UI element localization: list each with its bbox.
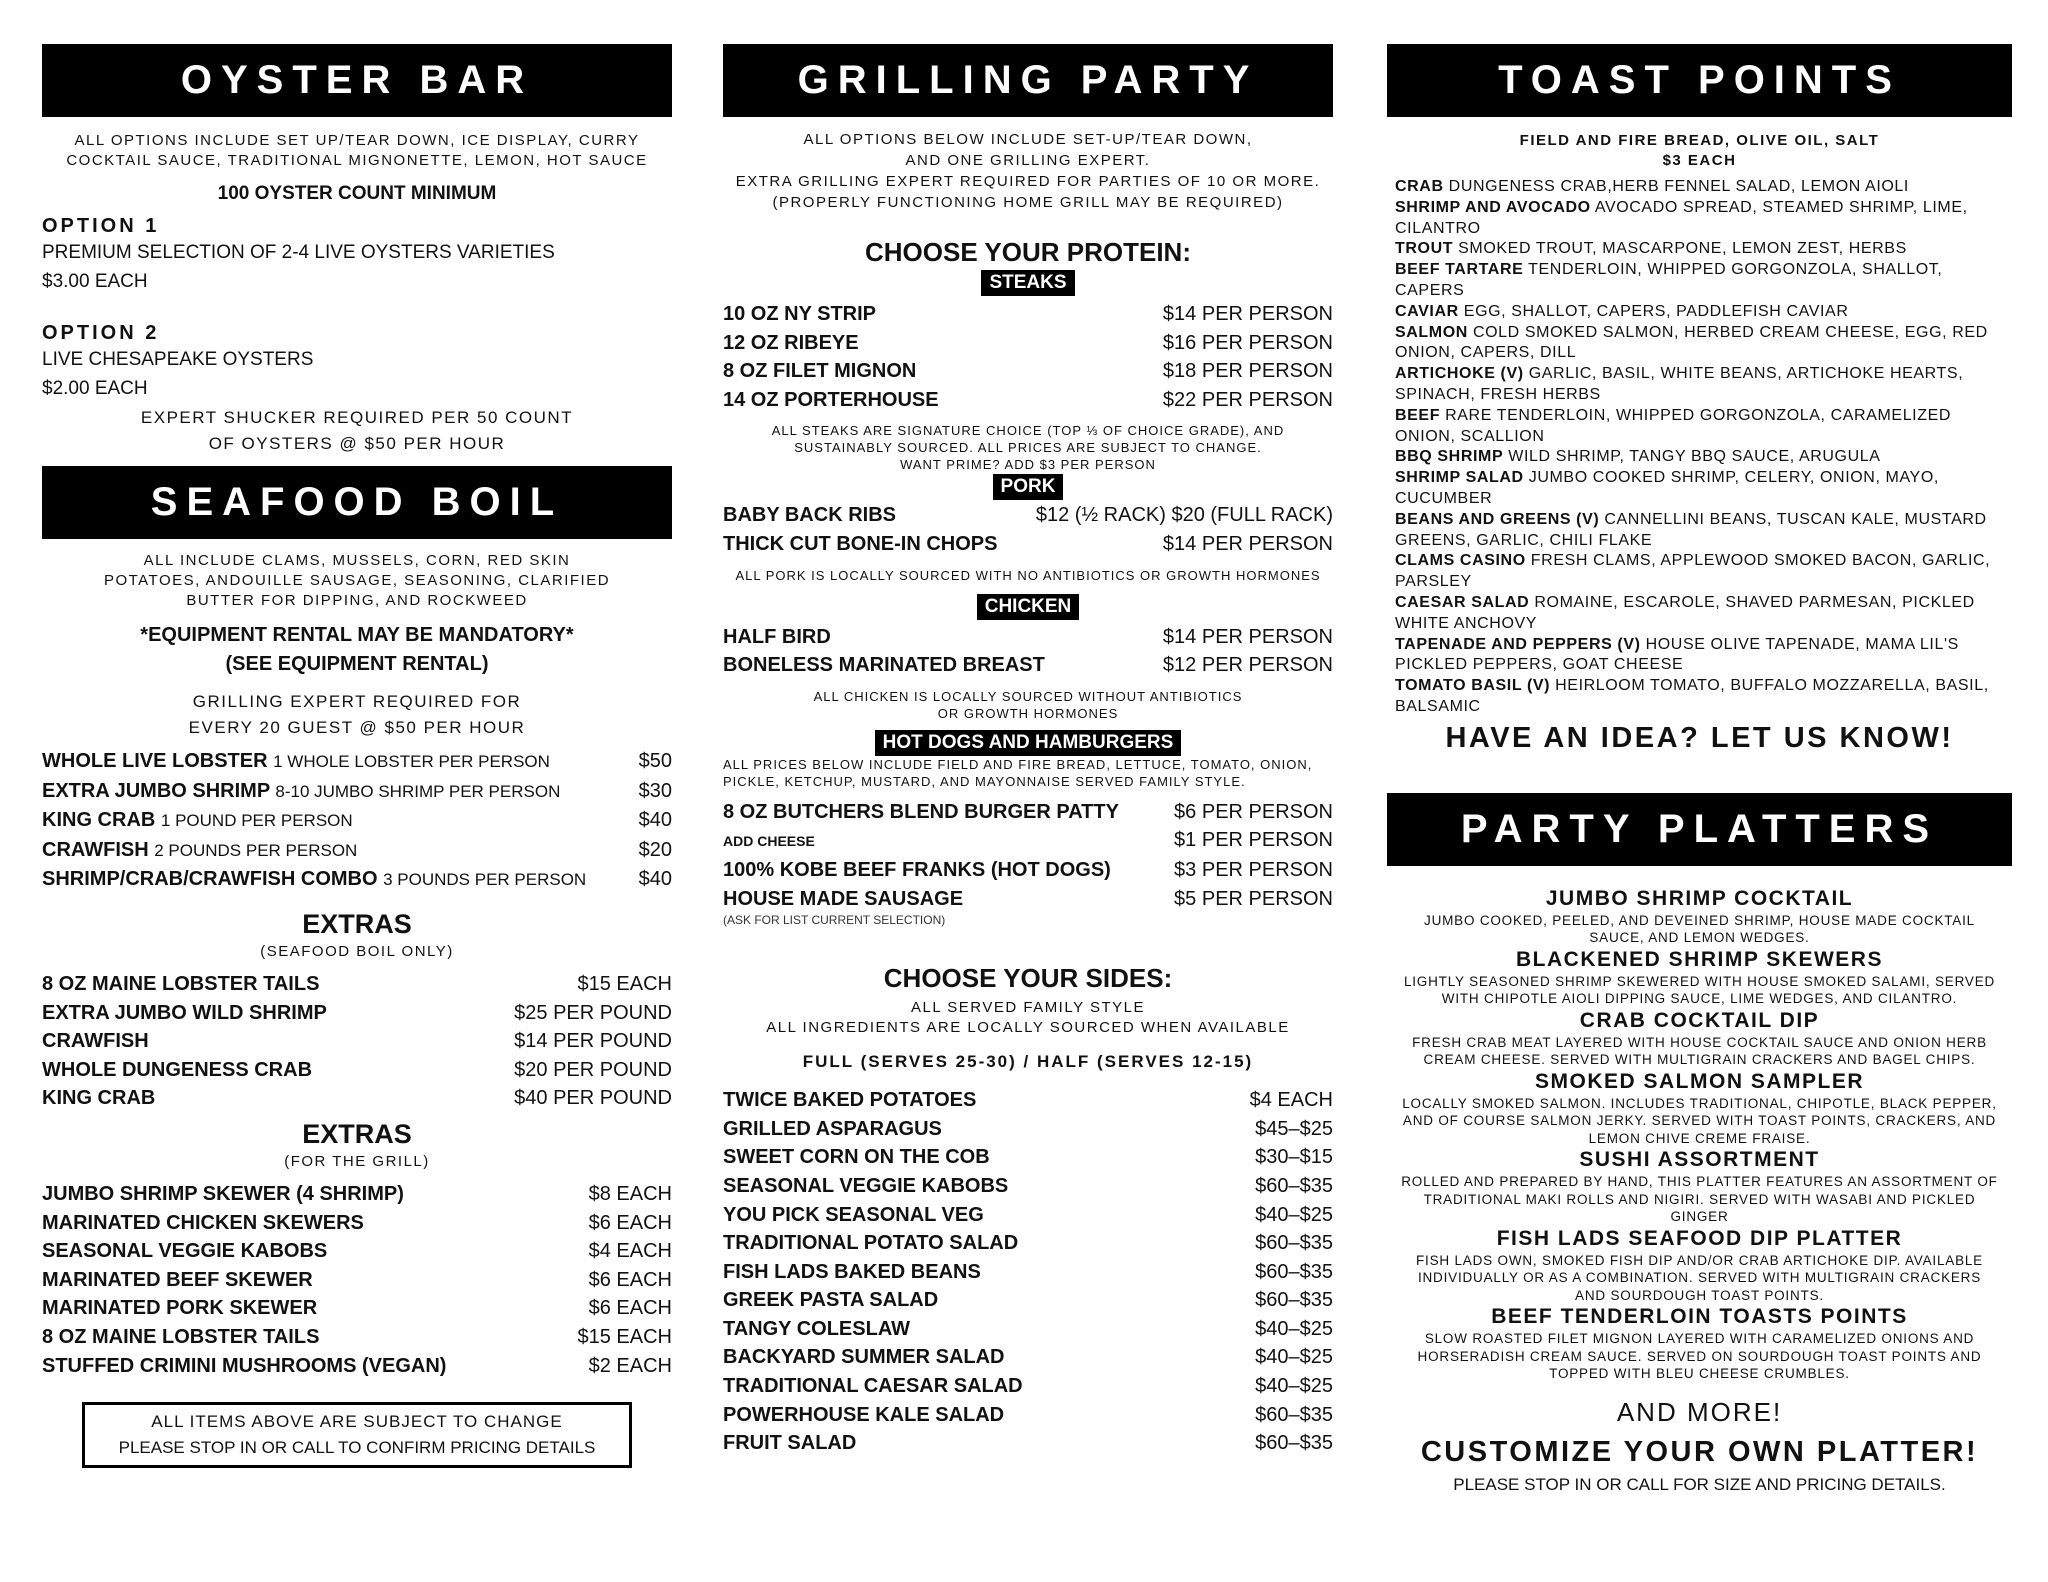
side-item: BACKYARD SUMMER SALAD $40–$25 [723,1346,1333,1369]
extra-item: SEASONAL VEGGIE KABOBS $4 EACH [42,1240,672,1263]
sides-list [723,1086,1333,1458]
pork-item: THICK CUT BONE-IN CHOPS $14 PER PERSON [723,532,1333,555]
hotdog-item: 100% KOBE BEEF FRANKS (HOT DOGS) $3 PER PERSON [723,858,1333,881]
extras-grill-sub: (FOR THE GRILL) [284,1152,430,1170]
toast-item: SHRIMP SALAD JUMBO COOKED SHRIMP, CELERY, ONION, MAYO, CUCUMBER [1395,469,1939,507]
extras-grill-list [42,1180,672,1380]
chicken-list [723,623,1333,680]
option2-price: $2.00 EACH [42,378,148,399]
boil-items [42,747,672,895]
side-item: FRUIT SALAD $60–$35 [723,1432,1333,1455]
option2-title: OPTION 2 [42,322,160,344]
extra-item: STUFFED CRIMINI MUSHROOMS (VEGAN) $2 EACH [42,1354,672,1377]
grilling-intro: ALL OPTIONS BELOW INCLUDE SET-UP/TEAR DOWN, AND ONE GRILLING EXPERT. EXTRA GRILLING EXPERT REQUIRED FOR PARTIES OF 10 OR MORE. (PROPERLY FUNCTIONING HOME GRILL MAY BE REQUIRED) [735,131,1321,211]
idea-cta: HAVE AN IDEA? LET US KNOW! [1445,721,1954,754]
sides-heading: CHOOSE YOUR SIDES: [883,963,1173,994]
steak-item: 8 OZ FILET MIGNON $18 PER PERSON [723,360,1333,383]
platter-item: BLACKENED SHRIMP SKEWERS LIGHTLY SEASONED SHRIMP SKEWERED WITH HOUSE SMOKED SALAMI, SERVED WITH CHIPOTLE AIOLI DIPPING SAUCE, LIME WEDGES, AND CILANTRO. [1403,947,1996,1007]
pork-label: PORK [993,474,1064,500]
chicken-note: ALL CHICKEN IS LOCALLY SOURCED WITHOUT ANTIBIOTICS OR GROWTH HORMONES [813,688,1243,721]
toast-item: TAPENADE AND PEPPERS (V) HOUSE OLIVE TAPENADE, MAMA LIL'S PICKLED PEPPERS, GOAT CHEESE [1395,635,1959,674]
extras-grill-title: EXTRAS [302,1118,412,1149]
steak-item: 10 OZ NY STRIP $14 PER PERSON [723,303,1333,325]
hotdogs-label: HOT DOGS AND HAMBURGERS [875,730,1182,756]
extras-boil-list [42,970,672,1113]
party-platters-header: PARTY PLATTERS [1387,793,2012,866]
extra-item: MARINATED PORK SKEWER $6 EACH [42,1297,672,1320]
extra-item: MARINATED CHICKEN SKEWERS $6 EACH [42,1211,672,1234]
steak-item: 14 OZ PORTERHOUSE $22 PER PERSON [723,388,1333,411]
expert-note: GRILLING EXPERT REQUIRED FOR EVERY 20 GUEST @ $50 PER HOUR [188,692,526,737]
toast-item: CLAMS CASINO FRESH CLAMS, APPLEWOOD SMOKED BACON, GARLIC, PARSLEY [1395,552,1991,591]
equipment-note: *EQUIPMENT RENTAL MAY BE MANDATORY* (SEE EQUIPMENT RENTAL) [140,624,574,675]
option1-title: OPTION 1 [42,215,160,237]
toast-item: CRAB DUNGENESS CRAB,HERB FENNEL SALAD, LEMON AIOLI [1395,178,1909,195]
platter-item: CRAB COCKTAIL DIP FRESH CRAB MEAT LAYERED WITH HOUSE COCKTAIL SAUCE AND ONION HERB CREAM CHEESE. SERVED WITH MULTIGRAIN CRACKERS AND BAGEL CHIPS. [1412,1008,1987,1068]
hotdogs-note: ALL PRICES BELOW INCLUDE FIELD AND FIRE BREAD, LETTUCE, TOMATO, ONION, PICKLE, KETCHUP, MUSTARD, AND MAYONNAISE SERVED FAMILY STYLE. [723,756,1313,789]
sides-sizes: FULL (SERVES 25-30) / HALF (SERVES 12-15) [802,1052,1254,1072]
oyster-minimum: 100 OYSTER COUNT MINIMUM [217,183,497,204]
hotdog-item: ADD CHEESE $1 PER PERSON [723,829,1333,852]
toast-item: TROUT SMOKED TROUT, MASCARPONE, LEMON ZEST, HERBS [1395,240,1907,258]
oyster-intro: ALL OPTIONS INCLUDE SET UP/TEAR DOWN, ICE DISPLAY, CURRY COCKTAIL SAUCE, TRADITIONAL MIGNONETTE, LEMON, HOT SAUCE [66,132,648,169]
toast-list [1387,177,2012,718]
steaks-label: STEAKS [981,270,1074,296]
option1-desc: PREMIUM SELECTION OF 2-4 LIVE OYSTERS VARIETIES [42,242,555,263]
toast-item: TOMATO BASIL (V) HEIRLOOM TOMATO, BUFFALO MOZZARELLA, BASIL, BALSAMIC [1395,677,1989,715]
platters-list [1387,886,2012,1383]
side-item: TRADITIONAL CAESAR SALAD $40–$25 [723,1375,1333,1398]
extra-item: 8 OZ MAINE LOBSTER TAILS $15 EACH [42,972,672,995]
extra-item: MARINATED BEEF SKEWER $6 EACH [42,1268,672,1291]
side-item: FISH LADS BAKED BEANS $60–$35 [723,1260,1333,1283]
extras-boil-sub: (SEAFOOD BOIL ONLY) [260,942,454,960]
toast-item: BBQ SHRIMP WILD SHRIMP, TANGY BBQ SAUCE, ARUGULA [1395,448,1881,466]
side-item: YOU PICK SEASONAL VEG $40–$25 [723,1203,1333,1226]
column-right [1387,44,2012,1495]
side-item: TRADITIONAL POTATO SALAD $60–$35 [723,1232,1333,1255]
side-item: POWERHOUSE KALE SALAD $60–$35 [723,1403,1333,1426]
side-item: GRILLED ASPARAGUS $45–$25 [723,1117,1333,1140]
steaks-list [723,300,1333,414]
protein-heading: CHOOSE YOUR PROTEIN: [864,237,1191,267]
extra-item: KING CRAB $40 PER POUND [42,1087,672,1110]
extra-item: EXTRA JUMBO WILD SHRIMP $25 PER POUND [42,1001,672,1024]
chicken-label: CHICKEN [977,594,1080,620]
toast-item: ARTICHOKE (V) GARLIC, BASIL, WHITE BEANS, ARTICHOKE HEARTS, SPINACH, FRESH HERBS [1395,365,1964,403]
oyster-bar-header: OYSTER BAR [42,44,672,117]
toast-intro: FIELD AND FIRE BREAD, OLIVE OIL, SALT $3 EACH [1519,132,1880,169]
hotdog-item: HOUSE MADE SAUSAGE $5 PER PERSON [723,887,1333,910]
side-item: TWICE BAKED POTATOES $4 EACH [723,1089,1333,1112]
sides-note: ALL SERVED FAMILY STYLE ALL INGREDIENTS ARE LOCALLY SOURCED WHEN AVAILABLE [766,999,1290,1037]
extras-boil-title: EXTRAS [302,908,412,939]
platter-footer: PLEASE STOP IN OR CALL FOR SIZE AND PRICING DETAILS. [1453,1474,1946,1494]
toast-item: CAESAR SALAD ROMAINE, ESCAROLE, SHAVED PARMESAN, PICKLED WHITE ANCHOVY [1395,593,1975,632]
side-item: SEASONAL VEGGIE KABOBS $60–$35 [723,1174,1333,1197]
hotdogs-foot: (ASK FOR LIST CURRENT SELECTION) [723,913,946,928]
extra-item: CRAWFISH $14 PER POUND [42,1030,672,1053]
seafood-boil-header: SEAFOOD BOIL [42,466,672,539]
pork-item: BABY BACK RIBS $12 (½ RACK) $20 (FULL RACK) [723,504,1333,527]
platter-item: JUMBO SHRIMP COCKTAIL JUMBO COOKED, PEELED, AND DEVEINED SHRIMP, HOUSE MADE COCKTAIL SAUCE, AND LEMON WEDGES. [1424,886,1975,946]
option2-desc: LIVE CHESAPEAKE OYSTERS [42,349,314,370]
toast-item: BEEF RARE TENDERLOIN, WHIPPED GORGONZOLA, CARAMELIZED ONION, SCALLION [1395,406,1952,445]
toast-item: BEANS AND GREENS (V) CANNELLINI BEANS, TUSCAN KALE, MUSTARD GREENS, GARLIC, CHILI FLAKE [1395,510,1987,549]
extra-item: 8 OZ MAINE LOBSTER TAILS $15 EACH [42,1325,672,1348]
boil-item: EXTRA JUMBO SHRIMP 8-10 JUMBO SHRIMP PER PERSON $30 [42,779,672,802]
toast-item: SALMON COLD SMOKED SALMON, HERBED CREAM CHEESE, EGG, RED ONION, CAPERS, DILL [1395,323,1988,362]
customize-cta: CUSTOMIZE YOUR OWN PLATTER! [1420,1435,1979,1468]
boil-item: CRAWFISH 2 POUNDS PER PERSON $20 [42,838,672,861]
boil-item: SHRIMP/CRAB/CRAWFISH COMBO 3 POUNDS PER PERSON $40 [42,868,672,891]
platter-item: SUSHI ASSORTMENT ROLLED AND PREPARED BY HAND, THIS PLATTER FEATURES AN ASSORTMENT OF TRADITIONAL MAKI ROLLS AND NIGIRI. SERVED WITH WASABI AND PICKLED GINGER [1401,1148,1998,1225]
steaks-note: ALL STEAKS ARE SIGNATURE CHOICE (TOP ⅓ OF CHOICE GRADE), AND SUSTAINABLY SOURCED. ALL PRICES ARE SUBJECT TO CHANGE. WANT PRIME? ADD $3 PER PERSON [771,423,1285,473]
grilling-party-header: GRILLING PARTY [723,44,1333,117]
pricing-notice: ALL ITEMS ABOVE ARE SUBJECT TO CHANGE PLEASE STOP IN OR CALL TO CONFIRM PRICING DETAILS [82,1402,632,1468]
side-item: TANGY COLESLAW $40–$25 [723,1317,1333,1340]
side-item: SWEET CORN ON THE COB $30–$15 [723,1146,1333,1169]
platter-item: SMOKED SALMON SAMPLER LOCALLY SMOKED SALMON. INCLUDES TRADITIONAL, CHIPOTLE, BLACK PEPPER, AND OF COURSE SALMON JERKY. SERVED WITH TOAST POINTS, CRACKERS, AND LEMON CHIVE CREME FRAISE. [1402,1069,1997,1146]
boil-item: WHOLE LIVE LOBSTER 1 WHOLE LOBSTER PER PERSON $50 [42,750,672,772]
toast-item: CAVIAR EGG, SHALLOT, CAPERS, PADDLEFISH CAVIAR [1395,302,1849,320]
toast-points-header: TOAST POINTS [1387,44,2012,117]
side-item: GREEK PASTA SALAD $60–$35 [723,1289,1333,1312]
platter-item: FISH LADS SEAFOOD DIP PLATTER FISH LADS OWN, SMOKED FISH DIP AND/OR CRAB ARTICHOKE DIP. AVAILABLE INDIVIDUALLY OR AS A COMBINATION. SERVED WITH MULTIGRAIN CRACKERS AND SOURDOUGH TOAST POINTS. [1416,1226,1983,1303]
hotdog-item: 8 OZ BUTCHERS BLEND BURGER PATTY $6 PER PERSON [723,800,1333,823]
shucker-note: EXPERT SHUCKER REQUIRED PER 50 COUNT OF OYSTERS @ $50 PER HOUR [140,408,574,453]
and-more: AND MORE! [1616,1396,1783,1427]
chicken-item: HALF BIRD $14 PER PERSON [723,625,1333,648]
extra-item: WHOLE DUNGENESS CRAB $20 PER POUND [42,1058,672,1081]
toast-item: BEEF TARTARE TENDERLOIN, WHIPPED GORGONZOLA, SHALLOT, CAPERS [1395,261,1943,299]
pork-list [723,501,1333,558]
boil-item: KING CRAB 1 POUND PER PERSON $40 [42,809,672,832]
hotdogs-list [723,798,1333,913]
boil-intro: ALL INCLUDE CLAMS, MUSSELS, CORN, RED SKIN POTATOES, ANDOUILLE SAUSAGE, SEASONING, CLARIFIED BUTTER FOR DIPPING, AND ROCKWEED [103,552,611,609]
column-middle [723,44,1333,1458]
platter-item: BEEF TENDERLOIN TOASTS POINTS SLOW ROASTED FILET MIGNON LAYERED WITH CARAMELIZED ONIONS AND HORSERADISH CREAM SAUCE. SERVED ON SOURDOUGH TOAST POINTS AND TOPPED WITH BLEU CHEESE CRUMBLES. [1417,1305,1982,1382]
pork-note: ALL PORK IS LOCALLY SOURCED WITH NO ANTIBIOTICS OR GROWTH HORMONES [735,567,1321,583]
column-left [42,44,672,1468]
chicken-item: BONELESS MARINATED BREAST $12 PER PERSON [723,654,1333,677]
option1-price: $3.00 EACH [42,271,148,292]
toast-item: SHRIMP AND AVOCADO AVOCADO SPREAD, STEAMED SHRIMP, LIME, CILANTRO [1395,198,1968,237]
steak-item: 12 OZ RIBEYE $16 PER PERSON [723,331,1333,354]
extra-item: JUMBO SHRIMP SKEWER (4 SHRIMP) $8 EACH [42,1182,672,1205]
